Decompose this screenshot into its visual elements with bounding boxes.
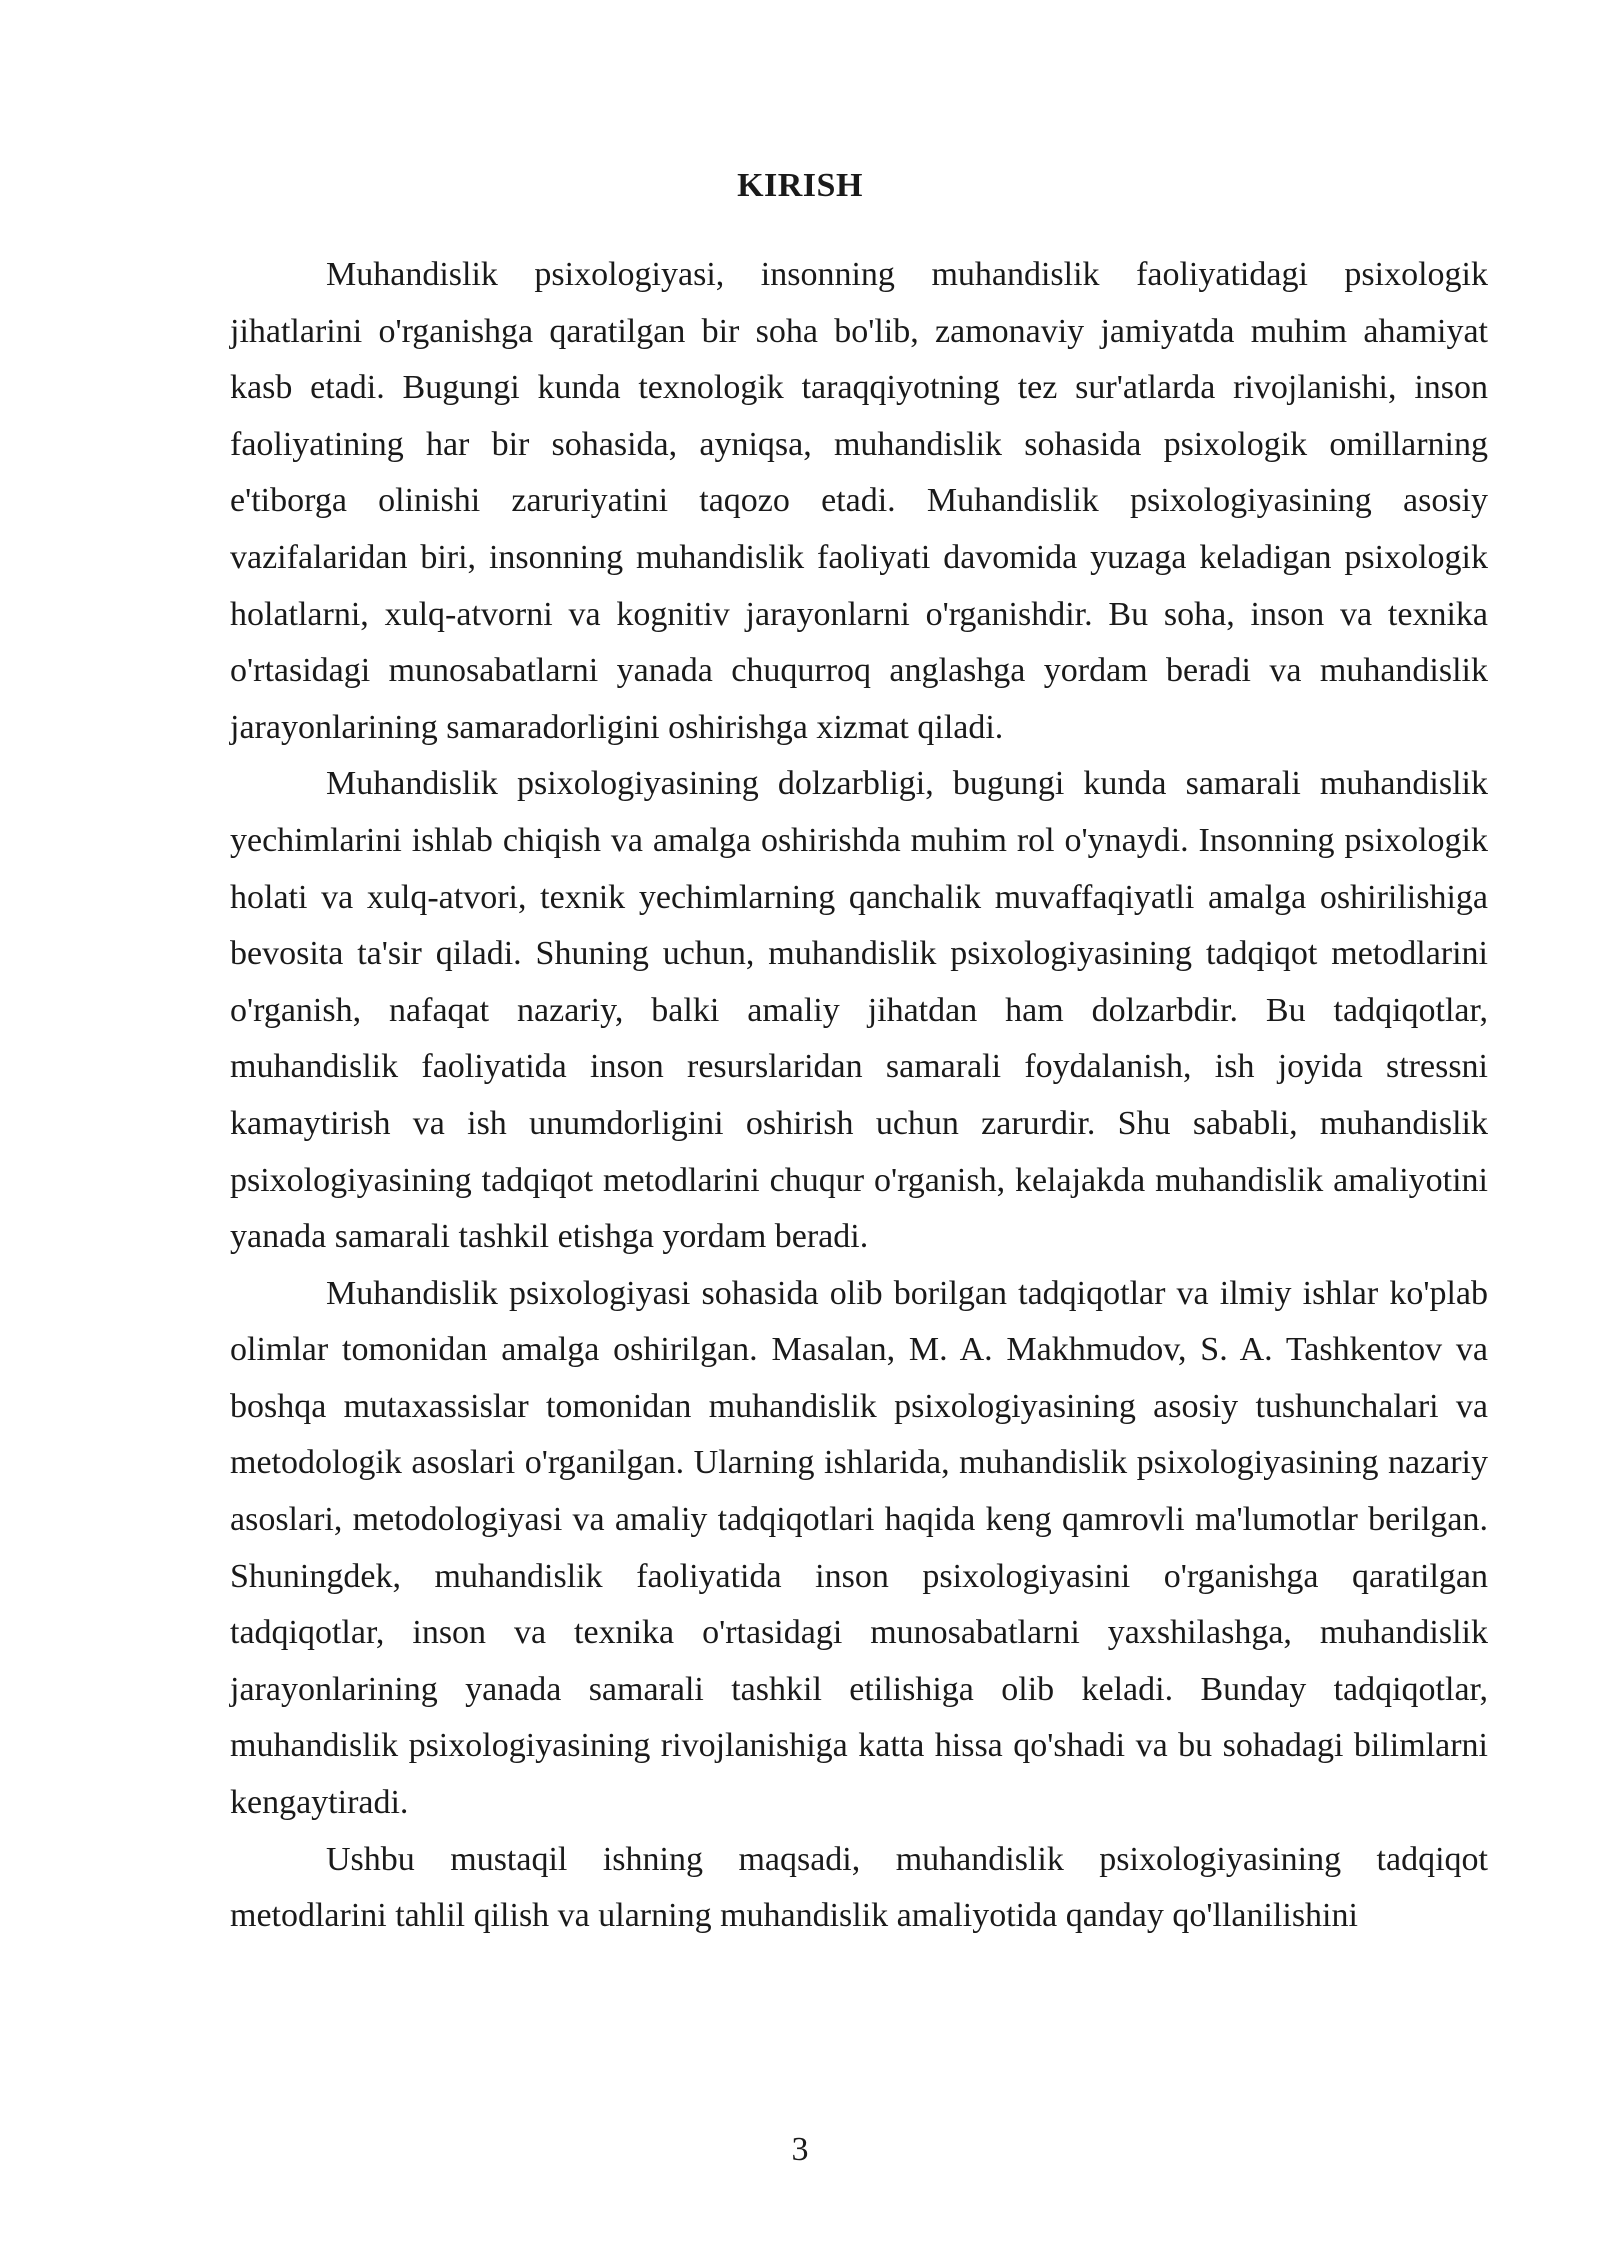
page-number: 3 (791, 2131, 809, 2168)
body-text (230, 247, 1488, 1945)
paragraph-1: Muhandislik psixologiyasi, insonning muhandislik faoliyatidagi psixologik jihatlarini o'rganishga qaratilgan bir soha bo'lib, zamonaviy jamiyatda muhim ahamiyat kasb etadi. Bugungi kunda texnologik taraqqiyotning tez sur'atlarda rivojlanishi, inson faoliyatining har bir sohasida, ayniqsa, muhandislik sohasida psixologik omillarning e'tiborga olinishi zaruriyatini taqozo etadi. Muhandislik psixologiyasining asosiy vazifalaridan biri, insonning muhandislik faoliyati davomida yuzaga keladigan psixologik holatlarni, xulq-atvorni va kognitiv jarayonlarni o'rganishdir. Bu soha, inson va texnika o'rtasidagi munosabatlarni yanada chuqurroq anglashga yordam beradi va muhandislik jarayonlarining samaradorligini oshirishga xizmat qiladi. (230, 256, 1488, 746)
paragraph-4: Ushbu mustaqil ishning maqsadi, muhandislik psixologiyasining tadqiqot metodlarini tahlil qilish va ularning muhandislik amaliyotida qanday qo'llanilishini (230, 1840, 1488, 1935)
section-title: KIRISH (737, 167, 863, 204)
paragraph-3: Muhandislik psixologiyasi sohasida olib borilgan tadqiqotlar va ilmiy ishlar ko'plab olimlar tomonidan amalga oshirilgan. Masalan, M. A. Makhmudov, S. A. Tashkentov va boshqa mutaxassislar tomonidan muhandislik psixologiyasining asosiy tushunchalari va metodologik asoslari o'rganilgan. Ularning ishlarida, muhandislik psixologiyasining nazariy asoslari, metodologiyasi va amaliy tadqiqotlari haqida keng qamrovli ma'lumotlar berilgan. Shuningdek, muhandislik faoliyatida inson psixologiyasini o'rganishga qaratilgan tadqiqotlar, inson va texnika o'rtasidagi munosabatlarni yaxshilashga, muhandislik jarayonlarining yanada samarali tashkil etilishiga olib keladi. Bunday tadqiqotlar, muhandislik psixologiyasining rivojlanishiga katta hissa qo'shadi va bu sohadagi bilimlarni kengaytiradi. (230, 1274, 1488, 1822)
paragraph-2: Muhandislik psixologiyasining dolzarbligi, bugungi kunda samarali muhandislik yechimlarini ishlab chiqish va amalga oshirishda muhim rol o'ynaydi. Insonning psixologik holati va xulq-atvori, texnik yechimlarning qanchalik muvaffaqiyatli amalga oshirilishiga bevosita ta'sir qiladi. Shuning uchun, muhandislik psixologiyasining tadqiqot metodlarini o'rganish, nafaqat nazariy, balki amaliy jihatdan ham dolzarbdir. Bu tadqiqotlar, muhandislik faoliyatida inson resurslaridan samarali foydalanish, ish joyida stressni kamaytirish va ish unumdorligini oshirish uchun zarurdir. Shu sababli, muhandislik psixologiyasining tadqiqot metodlarini chuqur o'rganish, kelajakda muhandislik amaliyotini yanada samarali tashkil etishga yordam beradi. (230, 765, 1488, 1256)
